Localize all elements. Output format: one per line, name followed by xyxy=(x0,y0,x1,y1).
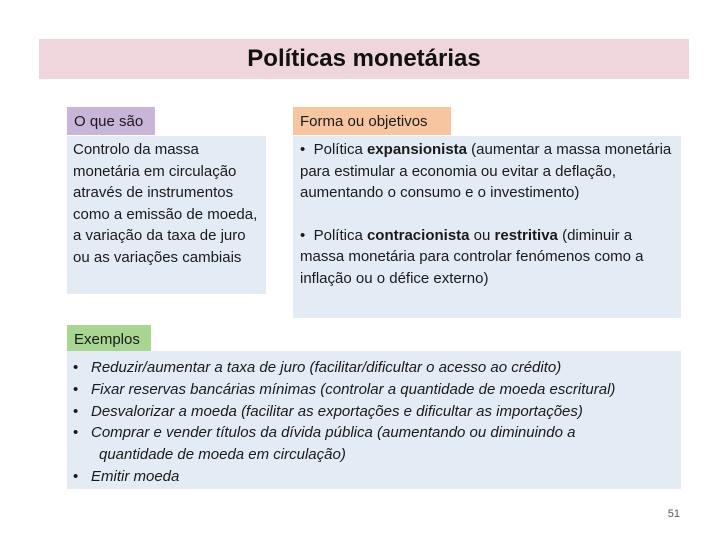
what-description: Controlo da massa monetária em circulação através de instrumentos como a emissão de moeda, a variação da taxa de juro ou as variações cambiais xyxy=(67,136,266,294)
policy-restrictive-term: restritiva xyxy=(494,226,558,244)
bullet: • xyxy=(300,141,306,158)
example-text: Desvalorizar a moeda (facilitar as exportações e dificultar as importações) xyxy=(91,402,583,420)
bullet: • xyxy=(73,424,79,442)
policy-description: (diminuir a massa monetária para controlar fenómenos como a inflação ou o défice externo) xyxy=(300,226,644,287)
label-examples: Exemplos xyxy=(67,325,151,353)
example-item xyxy=(73,401,675,423)
example-item xyxy=(73,357,675,379)
example-text: Reduzir/aumentar a taxa de juro (facilitar/dificultar o acesso ao crédito) xyxy=(91,359,562,376)
bullet: • xyxy=(73,402,79,420)
title-bar xyxy=(39,39,689,79)
policy-connector: ou xyxy=(469,226,495,244)
page-number: 51 xyxy=(667,508,680,520)
label-what-they-are: O que são xyxy=(67,107,155,135)
bullet: • xyxy=(73,380,79,398)
example-item xyxy=(73,466,675,488)
policy-contractionary-term: contracionista xyxy=(366,226,470,244)
example-text: Emitir moeda xyxy=(91,467,180,485)
slide-title: Políticas monetárias xyxy=(247,45,481,72)
forms-box xyxy=(293,136,681,318)
expansionary-policy-item xyxy=(300,139,674,204)
example-text: Comprar e vender títulos da dívida pública (aumentando ou diminuindo a xyxy=(91,424,576,442)
policy-description: (aumentar a massa monetária para estimular a economia ou evitar a deflação, aumentando o consumo e o investimento) xyxy=(300,141,672,201)
example-item-continuation xyxy=(73,444,675,466)
example-item xyxy=(73,422,675,444)
bullet: • xyxy=(300,226,306,244)
policy-prefix: Política xyxy=(313,141,367,158)
bullet: • xyxy=(73,467,79,485)
example-text: quantidade de moeda em circulação) xyxy=(99,446,346,464)
label-forms-objectives: Forma ou objetivos xyxy=(293,107,451,135)
examples-box xyxy=(67,351,681,489)
policy-prefix: Política xyxy=(313,226,367,244)
policy-expansionary-term: expansionista xyxy=(366,141,468,158)
contractionary-policy-item xyxy=(300,225,674,290)
example-text: Fixar reservas bancárias mínimas (controlar a quantidade de moeda escritural) xyxy=(91,380,616,398)
bullet: • xyxy=(73,359,79,376)
example-item xyxy=(73,379,675,401)
